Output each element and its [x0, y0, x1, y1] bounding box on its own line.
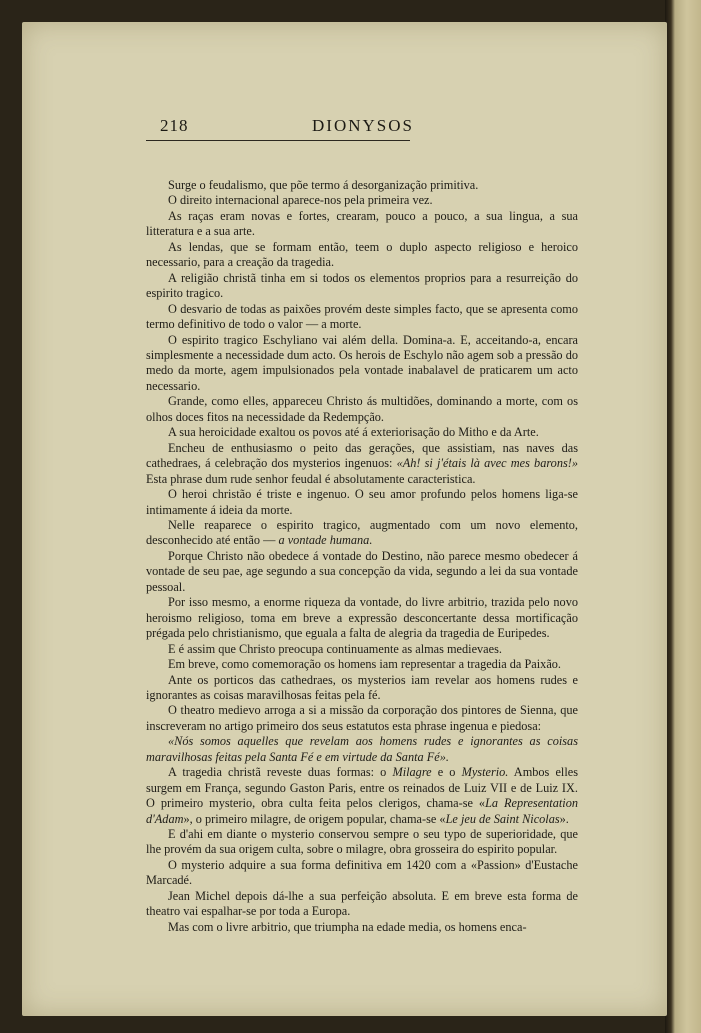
paragraph: Mas com o livre arbitrio, que triumpha na edade media, os homens enca- [168, 919, 527, 934]
book-spine-edge [665, 0, 701, 1033]
page-number: 218 [160, 116, 189, 135]
paragraph: Porque Christo não obedece á vontade do Destino, não parece mesmo obedecer á vontade de seu pae, age segundo a sua concepção da vida, segundo a lei da sua vontade pessoal. [146, 548, 578, 594]
running-title: DIONYSOS [312, 116, 414, 135]
paragraph: Nelle reaparece o espirito tragico, augmentado com um novo elemento, desconhecido até então — a vontade humana. [146, 517, 578, 548]
paragraph: O theatro medievo arroga a si a missão da corporação dos pintores de Sienna, que inscreveram no artigo primeiro dos seus estatutos esta phrase ingenua e piedosa: [146, 703, 578, 733]
paragraph: Jean Michel depois dá-lhe a sua perfeição absoluta. E em breve esta forma de theatro vai espalhar-se por toda a Europa. [146, 888, 578, 919]
paragraph: A tragedia christã reveste duas formas: o Milagre e o Mysterio. Ambos elles surgem em França, segundo Gaston Paris, entre os reinados de Luiz VII e de Luiz IX. O primeiro mysterio, obra culta feita pelos clerigos, chama-se «La Representation d'Adam», o primeiro milagre, de origem popular, chama-se «Le jeu de Saint Nicolas». [146, 765, 578, 826]
paragraph: Grande, como elles, appareceu Christo ás multidões, dominando a morte, com os olhos doces fitos na necessidade da Redempção. [146, 394, 578, 424]
paragraph: Surge o feudalismo, que põe termo á desorganização primitiva. [168, 178, 479, 192]
paragraph: As raças eram novas e fortes, crearam, pouco a pouco, a sua lingua, a sua litteratura e a sua arte. [146, 208, 578, 239]
paragraph: Encheu de enthusiasmo o peito das gerações, que assistiam, nas naves das cathedraes, á celebração dos mysterios ingenuos: «Ah! si j'étais là avec mes barons!» Esta phrase dum rude senhor feudal é absolutamente caracteristica. [146, 440, 578, 486]
paragraph: O espirito tragico Eschyliano vai além della. Domina-a. E, acceitando-a, encara simplesmente a necessidade dum acto. Os herois de Eschylo não agem sob a pressão do medo da morte, agem impulsionados pela vontade inabalavel de praticarem um acto necessario. [146, 332, 578, 393]
paragraph: O mysterio adquire a sua forma definitiva em 1420 com a «Passion» d'Eustache Marcadé. [146, 857, 578, 888]
quote-paragraph: «Nós somos aquelles que revelam aos homens rudes e ignorantes as coisas maravilhosas feitas pela Santa Fé e em virtude da Santa Fé». [146, 734, 578, 764]
paragraph: As lendas, que se formam então, teem o duplo aspecto religioso e heroico necessario, para a creação da tragedia. [146, 239, 578, 270]
paragraph: E é assim que Christo preocupa continuamente as almas medievaes. [168, 641, 502, 656]
header-rule [146, 140, 410, 141]
paragraph: E d'ahi em diante o mysterio conservou sempre o seu typo de superioridade, que lhe provém da sua origem culta, sobre o milagre, obra grosseira do espirito popular. [146, 827, 578, 857]
paragraph: Em breve, como comemoração os homens iam representar a tragedia da Paixão. [168, 657, 562, 672]
paragraph: O heroi christão é triste e ingenuo. O seu amor profundo pelos homens liga-se intimamente á ideia da morte. [146, 487, 578, 517]
paragraph: A religião christã tinha em si todos os elementos proprios para a resurreição do espirito tragico. [146, 270, 578, 301]
paragraph: Por isso mesmo, a enorme riqueza da vontade, do livre arbitrio, trazida pelo novo heroismo religioso, toma em breve a expressão desconcertante dessa mortificação prégada pelo christianismo, que eguala a falta de alegria da tragedia de Euripedes. [146, 595, 578, 641]
paragraph: O desvario de todas as paixões provém deste simples facto, que se apresenta como termo definitivo de todo o valor — a morte. [146, 301, 578, 332]
paragraph: O direito internacional aparece-nos pela primeira vez. [168, 193, 433, 208]
paragraph: A sua heroicidade exaltou os povos até á exteriorisação do Mitho e da Arte. [168, 425, 539, 440]
paragraph: Ante os porticos das cathedraes, os mysterios iam revelar aos homens rudes e ignorantes as coisas maravilhosas feitas pela fé. [146, 672, 578, 702]
body-text [146, 178, 578, 935]
